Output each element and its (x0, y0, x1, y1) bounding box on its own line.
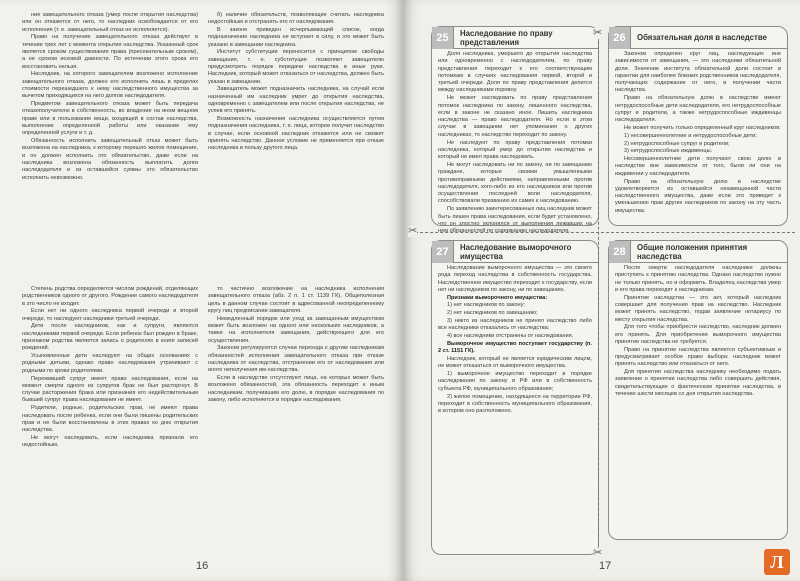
paragraph: Не наследуют по праву представления потомки наследника, который умер до открытия наследства и который не имел права наследовать. (438, 139, 592, 161)
paragraph: Предметом завещательного отказа может быть передача отказополучателю в собственность, во владение на ином вещном праве или в пользование вещи, входящей в состав наследства, выполнение определенной работы или оказание ему определенной услуги и т. д. (22, 101, 198, 137)
paragraph: Право на получение завещательного отказа действует в течение трех лет с момента открытия наследства. Указанный срок является сроком существования права (пресекательным сроком), а не сроком исковой давности. По истечении этого срока его восстановить нельзя. (22, 34, 198, 70)
card-title: Наследование по праву представления (460, 28, 553, 47)
card-header (609, 241, 787, 263)
paragraph: 2) нетрудоспособные супруг и родители; (624, 140, 730, 147)
card-title: Наследование выморочного имущества (460, 242, 572, 261)
paragraph: Институт субституции переносится с принципом свободы завещания, т. е. субституция позволяет завещателю предусмотреть порядок передачи наследства в иные руки. Наследник, который может отказаться от наследства, должен быть указан в завещании. (208, 49, 384, 85)
paragraph: Если нет ни одного наследника первой очереди и второй очереди, то наследуют наследники третьей очереди. (22, 308, 198, 322)
paragraph: Наследник, который не является юридическим лицом, не может отказаться от выморочного имущества. (438, 356, 592, 370)
card-28 (608, 240, 788, 540)
left-col2-bottom (208, 286, 384, 550)
page-number-left: 16 (196, 560, 209, 572)
cut-line-horizontal (410, 232, 795, 233)
scissors-icon: ✂ (408, 225, 418, 237)
card-header (432, 27, 598, 49)
paragraph: 4) все наследники отстранены от наследования. (447, 333, 574, 340)
paragraph: Доля наследника, умершего до открытия наследства или одновременно с наследодателем, по праву представления переходит к его соответствующим потомкам в случаях наследования первой, второй и третьей очереди. Доля по праву представления делится между наследниками поровну. (438, 51, 592, 94)
paragraph: Законом регулируются случаи перехода к другим наследникам обязанностей исполнения завещательного отказа при отказе наследника от наследства, отстранении его от наследования или иного неполучения им наследства. (208, 345, 384, 374)
paragraph: Признаки выморочного имущества: (447, 294, 548, 301)
card-number: 26 (609, 27, 631, 49)
scissors-icon: ✂ (593, 27, 603, 39)
card-25 (431, 26, 599, 235)
card-header (609, 27, 787, 49)
paragraph: Дети после наследников, как и супруги, являются наследниками первой очереди. Если ребенок был рожден в браке, признаком родства является запись о родителях в книге записей рождений. (22, 323, 198, 352)
paragraph: Обязанность исполнить завещательный отказ может быть возложена на наследника, к которому перешло жилое помещение, и он должен исполнить это обязательство, даже если на наследника возложена обязанность выплатить долги наследодателя и из оставшейся суммы это обязательство исполнить невозможно. (22, 138, 198, 181)
paragraph: Переживший супруг имеет право наследования, если на момент смерти одного из супругов брак не был расторгнут. В случае расторжения брака или признания его недействительным бывший супруг права наследования не имеет. (22, 375, 198, 404)
paragraph: Несовершеннолетние дети получают свою долю в наследстве вне зависимости от того, были ли они на иждивении у наследодателя. (615, 156, 781, 177)
card-header (432, 241, 598, 263)
paragraph: Наследование выморочного имущества — это своего рода переход наследства в собственность государства. Наследственное имущество переходит к государству, если нет ни наследников по закону, ни по завещанию. (438, 265, 592, 293)
paragraph: 3) никто из наследников не принял наследство либо все наследники отказались от наследства; (438, 318, 592, 332)
paragraph: Право на принятие наследства является субъективным и предусматривает особое право выбора: наследник может принять наследство или отказаться от него. (615, 346, 781, 368)
paragraph: б) наличие обязательств, позволяющие считать наследника недостойным и отстранить его от наследования. (208, 12, 384, 26)
paragraph: По заявлению заинтересованных лиц наследник может быть лишен права наследования, если будет установлено, что он злостно уклонялся от выполнения лежавших на нем обязанностей по содержанию наследодателя. (438, 206, 592, 235)
paragraph: В законе приведен исчерпывающий список, когда подназначение наследника не вступает в силу, и это может быть указано в завещании наследника. (208, 27, 384, 48)
paragraph: Для принятия наследства наследнику необходимо подать заявление о принятии наследства либо совершить действия, свидетельствующие о фактическом принятии наследства, в течение шести месяцев со дня открытия наследства. (615, 369, 781, 398)
paragraph: Принятие наследства — это акт, который наследник совершает для получения прав на наследство. Наследник может принять наследство, подав заявление нотариусу по месту открытия наследства. (615, 294, 781, 323)
paragraph: Не может получить только определенный круг наследников: (624, 124, 781, 131)
paragraph: 2) нет наследников по завещанию; (447, 310, 538, 317)
paragraph: 1) выморочное имущество переходит в порядке наследования по закону в РФ или в собственность субъекта РФ, муниципального образования; (438, 371, 592, 392)
paragraph: то частично возложение на наследника исполнения завещательного отказа (абз. 2 п. 1 ст. 1139 ГК). Общеполезная цель в данном случае состоит в адресованной неопределенному кругу лиц предписании завещателя. (208, 286, 384, 314)
paragraph: 1) нет наследников по закону; (447, 302, 525, 309)
paragraph: Если в наследстве отсутствуют лица, на которых может быть возложено обязанностей, эта обязанность переходит к иным наследникам, получившим его долю, в порядке наследования по закону, либо исполняется в порядке наследования. (208, 375, 384, 403)
card-body (438, 265, 592, 550)
paragraph: Не может наследовать по праву представления потомок наследника по закону, лишенного наследства, если в законе не сказано иное. Лишить наследника наследства — право наследодателя. Но если в этом случае в завещании нет упоминания о других наследниках, то наследство переходит по закону. (438, 95, 592, 138)
publisher-logo-icon: Л (764, 549, 790, 575)
scissors-icon: ✂ (593, 547, 603, 559)
paragraph: Право на обязательную долю в наследстве имеют нетрудоспособные дети наследодателя, его нетрудоспособные супруг и родители, а также нетрудоспособные иждивенцы наследодателя. (615, 95, 781, 124)
card-title: Общие положения принятия наследства (637, 242, 748, 261)
card-title: Обязательная доля в наследстве (637, 33, 767, 42)
paragraph: Степень родства определяется числом рождений, отделяющих родственников одного от другого. Рождение самого наследодателя в это число не входит. (22, 286, 198, 307)
paragraph: Не могут наследовать, если наследника признали его недостойным. (22, 434, 198, 449)
paragraph: ние завещательного отказа (умер после открытия наследства) или он откажется от него, то наследник освобождается от его исполнения (т. е. завещательный отказ не исполняется). (22, 12, 198, 33)
paragraph: Наследник, на которого завещателем возложено исполнение завещательного отказа, должен его исполнить лишь в пределах стоимости перешедшего к нему наследственного имущества за вычетом приходящихся на него долгов наследодателя. (22, 71, 198, 100)
paragraph: Право на обязательную долю в наследстве удовлетворяется из оставшейся незавещанной части наследственного имущества, даже если это приведет к уменьшению прав других наследников по закону на эту часть имущества. (615, 178, 781, 214)
paragraph: Родители, родные, родительских прав, не имеют права наследовать после ребенка, если они были лишены родительских прав и не были восстановлены в этих правах ко дню открытия наследства. (22, 405, 198, 434)
paragraph: Законом определен круг лиц, наследующих вне зависимости от завещания, — это наследники обязательной доли. Значение института обязательной доли состоит в гарантии для наиболее близких родственников наследодателя, получающих содержание от него, в получении части наследства. (615, 51, 781, 94)
card-body (615, 51, 781, 221)
paragraph: Завещатель может подназначить наследника, на случай если назначенный им наследник умрет до открытия наследства, одновременно с завещателем или после открытия наследства, не успев его принять. (208, 86, 384, 115)
card-27 (431, 240, 599, 555)
paragraph: Немедленный порядок или уход за завещанным имуществом может быть возложен на одного или нескольких наследников, а также на исполнителя завещания, действующего для его осуществления. (208, 315, 384, 344)
right-page (403, 0, 800, 581)
left-col1-bottom (22, 286, 198, 550)
card-body (615, 265, 781, 535)
paragraph: Возможность назначения наследника осуществляется путем подназначения наследника, т. е. лица, которое получит наследство в случае, если основной наследник откажется или не сможет принять наследство. Данное условие не применяется при отказе наследника в пользу другого лица. (208, 116, 384, 152)
paragraph: 1) несовершеннолетние и нетрудоспособные дети; (624, 132, 757, 139)
card-number: 27 (432, 241, 454, 263)
card-number: 28 (609, 241, 631, 263)
left-col1-top (22, 12, 198, 270)
paragraph: Не могут наследовать ни по закону, ни по завещанию граждане, которые своими умышленными противоправными действиями, направленными против наследодателя, кого-либо из его наследников или против осуществления последней воли наследодателя, способствовали призванию их самих к наследованию. (438, 161, 592, 205)
page-number-right: 17 (599, 560, 612, 572)
paragraph: Для того чтобы приобрести наследство, наследник должен его принять. Для приобретения выморочного имущества принятие наследства не требуется. (615, 324, 781, 345)
card-body (438, 51, 592, 235)
paragraph: После смерти наследодателя наследники должны приступить к принятию наследства. Однако наследство нужно не только принять, но и оформить. Владелец наследства умер и его права переходят к наследникам. (615, 265, 781, 293)
paragraph: 2) жилое помещение, находящееся на территории РФ, переходит в собственность муниципального образования, в котором оно расположено. (438, 393, 592, 415)
cut-line-vertical (598, 36, 599, 556)
left-col2-top (208, 12, 384, 270)
card-26 (608, 26, 788, 226)
paragraph: Выморочное имущество поступает государству (п. 2 ст. 1151 ГК). (438, 340, 592, 355)
paragraph: Усыновленные дети наследуют на общих основаниях с родными детьми, однако право наследования утрачивают с родными по крови родителями. (22, 353, 198, 374)
paragraph: 3) нетрудоспособные иждивенцы. (624, 148, 713, 155)
card-number: 25 (432, 27, 454, 49)
